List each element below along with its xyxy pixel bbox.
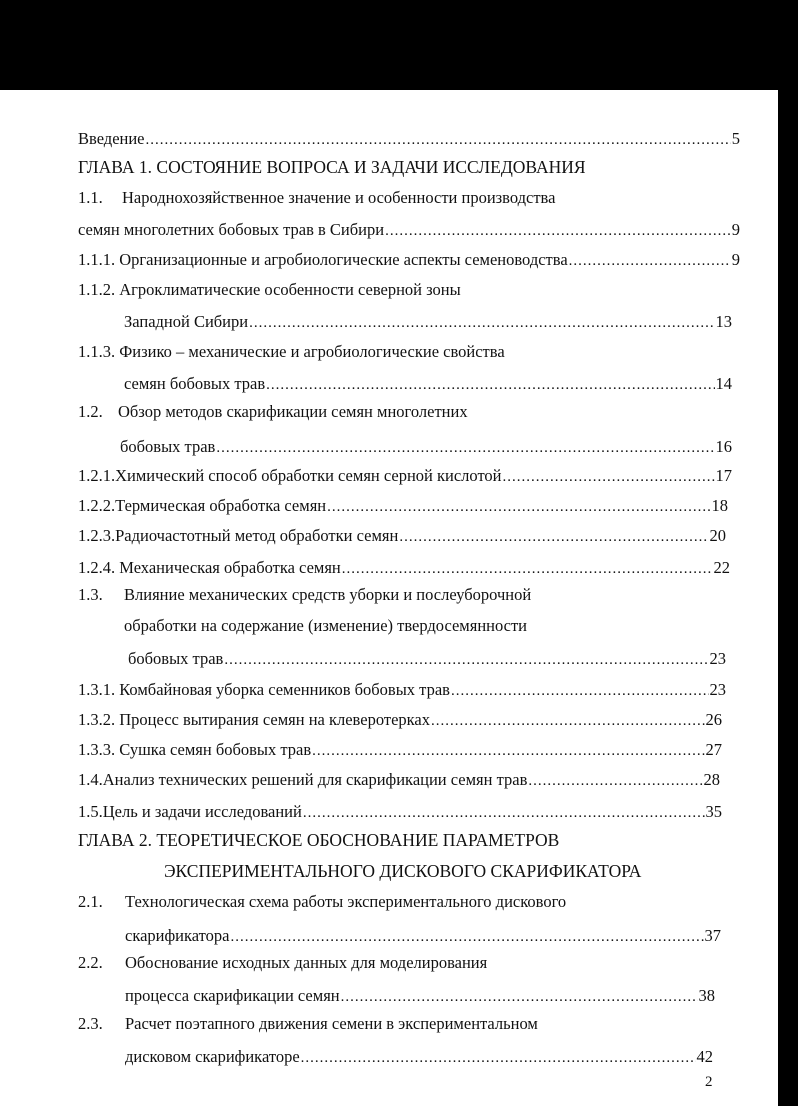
toc-num: 1.1.1.	[78, 250, 116, 269]
toc-page: 23	[709, 649, 726, 668]
leader-dots	[342, 558, 713, 580]
toc-title: Народнохозяйственное значение и особенности производства	[122, 188, 556, 207]
leader-dots	[503, 466, 715, 488]
toc-page: 16	[715, 437, 732, 456]
leader-dots	[451, 680, 709, 702]
toc-entry-1-3-line1[interactable]	[78, 584, 531, 606]
toc-page: 38	[698, 986, 715, 1005]
leader-dots	[327, 496, 710, 518]
toc-page: 22	[713, 558, 730, 577]
toc-entry-1-3-line2[interactable]: обработки на содержание (изменение) твердосемянности	[124, 616, 528, 635]
toc-num: 1.2.3.	[78, 526, 116, 545]
chapter-1-heading: ГЛАВА 1. СОСТОЯНИЕ ВОПРОСА И ЗАДАЧИ ИССЛЕДОВАНИЯ	[78, 157, 586, 177]
leader-dots	[224, 649, 708, 671]
toc-entry-1-2-line1[interactable]	[78, 401, 468, 423]
toc-page: 27	[705, 740, 722, 759]
toc-title: процесса скарификации семян	[125, 986, 340, 1005]
toc-title: дисковом скарификаторе	[125, 1047, 300, 1066]
toc-num: 1.2.1.	[78, 466, 116, 485]
toc-entry-1-2-4[interactable]	[78, 557, 730, 579]
toc-title: Обоснование исходных данных для моделирования	[125, 953, 488, 972]
toc-title: Западной Сибири	[124, 312, 249, 331]
toc-title: Сушка семян бобовых трав	[119, 740, 312, 759]
toc-title: Агроклиматические особенности северной зоны	[119, 280, 461, 299]
leader-dots	[385, 220, 731, 242]
toc-title: Влияние механических средств уборки и послеуборочной	[124, 585, 532, 604]
toc-entry-1-2-3[interactable]	[78, 525, 726, 547]
toc-title: Цель и задачи исследований	[102, 802, 302, 821]
toc-title: Расчет поэтапного движения семени в экспериментальном	[125, 1014, 538, 1033]
leader-dots	[216, 437, 714, 459]
toc-page: 17	[715, 466, 732, 485]
toc-num: 2.1.	[78, 892, 103, 911]
toc-num: 1.3.2.	[78, 710, 116, 729]
toc-num: 1.3.3.	[78, 740, 116, 759]
page-number: 2	[705, 1074, 713, 1090]
toc-page: 42	[696, 1047, 713, 1066]
toc-num: 1.1.3.	[78, 342, 116, 361]
toc-num: 2.3.	[78, 1014, 103, 1033]
leader-dots	[303, 802, 705, 824]
toc-entry-1-1-1[interactable]	[78, 249, 740, 271]
toc-entry-2-1-line2[interactable]	[125, 925, 721, 947]
toc-num: 1.3.	[78, 585, 103, 604]
toc-entry-1-1-line2[interactable]	[78, 219, 740, 241]
toc-num: 1.1.	[78, 188, 103, 207]
toc-title: Организационные и агробиологические аспекты семеноводства	[119, 250, 568, 269]
toc-entry-1-3-1[interactable]	[78, 679, 726, 701]
toc-title: Радиочастотный метод обработки семян	[115, 526, 399, 545]
toc-page: 20	[709, 526, 726, 545]
leader-dots	[249, 312, 714, 334]
leader-dots	[301, 1047, 696, 1069]
toc-num: 2.2.	[78, 953, 103, 972]
leader-dots	[312, 740, 704, 762]
toc-entry-intro[interactable]	[78, 128, 740, 150]
toc-num: 1.3.1.	[78, 680, 116, 699]
toc-entry-2-1-line1[interactable]	[78, 891, 566, 913]
chapter-2-heading-line1: ГЛАВА 2. ТЕОРЕТИЧЕСКОЕ ОБОСНОВАНИЕ ПАРАМЕТРОВ	[78, 830, 560, 850]
toc-entry-2-2-line2[interactable]	[125, 985, 715, 1007]
toc-num: 1.2.	[78, 402, 103, 421]
toc-page: 9	[731, 250, 740, 269]
toc-num: 1.4.	[78, 770, 103, 789]
toc-entry-1-3-2[interactable]	[78, 709, 722, 731]
toc-entry-1-5[interactable]	[78, 801, 722, 823]
toc-title: Химический способ обработки семян серной кислотой	[115, 466, 502, 485]
toc-title: Анализ технических решений для скарификации семян трав	[102, 770, 528, 789]
toc-entry-2-2-line1[interactable]	[78, 952, 487, 974]
toc-title: Комбайновая уборка семенников бобовых трав	[119, 680, 450, 699]
toc-title: Технологическая схема работы экспериментального дискового	[125, 892, 567, 911]
toc-entry-1-1-3-line2[interactable]	[124, 373, 732, 395]
toc-entry-1-2-1[interactable]	[78, 465, 732, 487]
toc-num: 1.5.	[78, 802, 103, 821]
toc-page: 9	[731, 220, 740, 239]
toc-page: 37	[704, 926, 721, 945]
toc-title: Механическая обработка семян	[119, 558, 341, 577]
leader-dots	[569, 250, 731, 272]
toc-entry-2-3-line1[interactable]	[78, 1013, 538, 1035]
toc-title: Физико – механические и агробиологические свойства	[119, 342, 505, 361]
toc-entry-1-2-line2[interactable]	[120, 436, 732, 458]
leader-dots	[528, 770, 702, 792]
toc-page: 5	[731, 129, 740, 148]
toc-num: 1.2.4.	[78, 558, 116, 577]
leader-dots	[399, 526, 708, 548]
toc-title: Процесс вытирания семян на клеверотерках	[119, 710, 430, 729]
scan-right-border	[778, 0, 798, 1106]
toc-title: бобовых трав	[120, 437, 216, 456]
toc-page: 26	[705, 710, 722, 729]
toc-page: 18	[711, 496, 728, 515]
toc-page: 14	[715, 374, 732, 393]
leader-dots	[341, 986, 698, 1008]
scan-top-border	[0, 0, 798, 90]
toc-entry-1-2-2[interactable]	[78, 495, 728, 517]
toc-page: 28	[703, 770, 720, 789]
leader-dots	[431, 710, 705, 732]
toc-page: 35	[705, 802, 722, 821]
toc-title: скарификатора	[125, 926, 230, 945]
leader-dots	[146, 129, 731, 151]
toc-entry-2-3-line2[interactable]	[125, 1046, 713, 1068]
toc-num: 1.1.2.	[78, 280, 116, 299]
toc-entry-1-1-2-line2[interactable]	[124, 311, 732, 333]
leader-dots	[231, 926, 704, 948]
toc-entry-1-1-3-line1[interactable]	[78, 341, 505, 363]
toc-title: семян многолетних бобовых трав в Сибири	[78, 220, 385, 239]
toc-title: Термическая обработка семян	[115, 496, 327, 515]
toc-num: 1.2.2.	[78, 496, 116, 515]
toc-title: Обзор методов скарификации семян многолетних	[118, 402, 468, 421]
toc-page: 13	[715, 312, 732, 331]
toc-entry-1-3-line3[interactable]	[128, 648, 726, 670]
chapter-2-heading-line2: ЭКСПЕРИМЕНТАЛЬНОГО ДИСКОВОГО СКАРИФИКАТОРА	[164, 861, 642, 881]
toc-title: Введение	[78, 129, 145, 148]
leader-dots	[266, 374, 714, 396]
toc-page: 23	[709, 680, 726, 699]
toc-entry-1-1-line1[interactable]	[78, 187, 555, 209]
toc-entry-1-4[interactable]	[78, 769, 720, 791]
toc-entry-1-3-3[interactable]	[78, 739, 722, 761]
toc-entry-1-1-2-line1[interactable]	[78, 279, 461, 301]
toc-title: семян бобовых трав	[124, 374, 266, 393]
toc-title: бобовых трав	[128, 649, 224, 668]
